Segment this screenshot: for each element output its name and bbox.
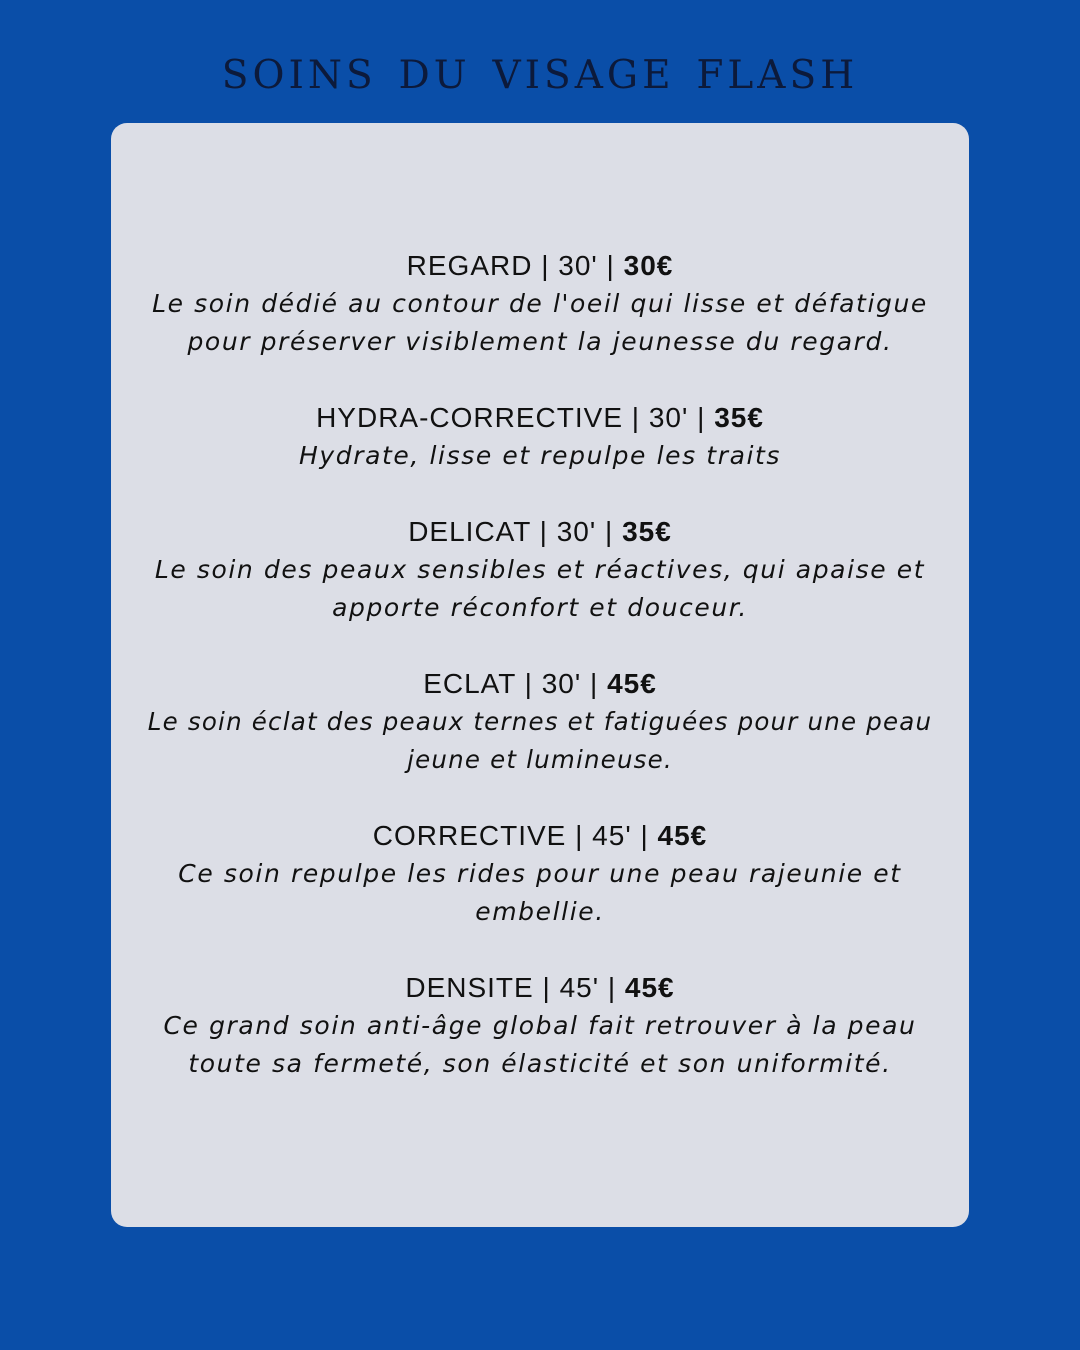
treatment-item-delicat bbox=[111, 513, 969, 627]
treatment-name: ECLAT bbox=[423, 668, 516, 699]
treatment-description: Hydrate, lisse et repulpe les traits bbox=[298, 441, 782, 470]
treatment-price: 35€ bbox=[622, 516, 672, 547]
treatment-name: DENSITE bbox=[405, 972, 534, 1003]
treatment-duration: 30' bbox=[648, 402, 689, 433]
treatment-price: 45€ bbox=[607, 668, 657, 699]
treatment-description: Ce soin repulpe les rides pour une peau rajeunie et embellie. bbox=[178, 859, 902, 926]
treatment-price: 35€ bbox=[714, 402, 764, 433]
treatment-header: REGARD | 30' | 30€ bbox=[406, 250, 674, 281]
treatment-duration: 45' bbox=[592, 820, 632, 851]
treatment-item-hydra-corrective bbox=[111, 399, 969, 475]
treatment-price: 45€ bbox=[624, 972, 675, 1003]
treatment-duration: 30' bbox=[558, 250, 598, 281]
treatment-name: HYDRA-CORRECTIVE bbox=[316, 402, 632, 433]
treatment-description: Le soin des peaux sensibles et réactives, qui apaise et apporte réconfort et douceur. bbox=[154, 555, 926, 622]
treatment-price: 45€ bbox=[657, 820, 708, 851]
treatment-description: Le soin dédié au contour de l'oeil qui lisse et défatigue pour préserver visiblement la jeunesse du regard. bbox=[152, 289, 928, 356]
treatment-duration: 30' bbox=[556, 516, 597, 547]
treatment-price: 30€ bbox=[623, 250, 674, 281]
treatment-name: REGARD bbox=[406, 250, 542, 281]
treatment-header: HYDRA-CORRECTIVE | 30' | 35€ bbox=[316, 402, 764, 433]
treatment-duration: 45' bbox=[559, 972, 600, 1003]
treatment-header: CORRECTIVE | 45' | 45€ bbox=[372, 820, 708, 851]
treatment-description: Le soin éclat des peaux ternes et fatiguées pour une peau jeune et lumineuse. bbox=[147, 707, 933, 774]
treatment-item-corrective bbox=[111, 817, 969, 931]
treatment-duration: 30' bbox=[541, 668, 582, 699]
page-title: soins du visage flash bbox=[221, 37, 859, 102]
treatment-name: DELICAT bbox=[408, 516, 531, 547]
treatment-list bbox=[111, 247, 969, 1083]
treatment-header: DENSITE | 45' | 45€ bbox=[405, 972, 675, 1003]
treatment-item-densite bbox=[111, 969, 969, 1083]
treatment-description: Ce grand soin anti-âge global fait retrouver à la peau toute sa fermeté, son élasticité et son uniformité. bbox=[163, 1011, 917, 1078]
treatment-name: CORRECTIVE bbox=[372, 820, 567, 851]
menu-card bbox=[111, 123, 969, 1227]
treatment-header: DELICAT | 30' | 35€ bbox=[408, 516, 672, 547]
treatment-item-eclat bbox=[111, 665, 969, 779]
treatment-item-regard bbox=[111, 247, 969, 361]
treatment-header: ECLAT | 30' | 45€ bbox=[423, 668, 657, 699]
